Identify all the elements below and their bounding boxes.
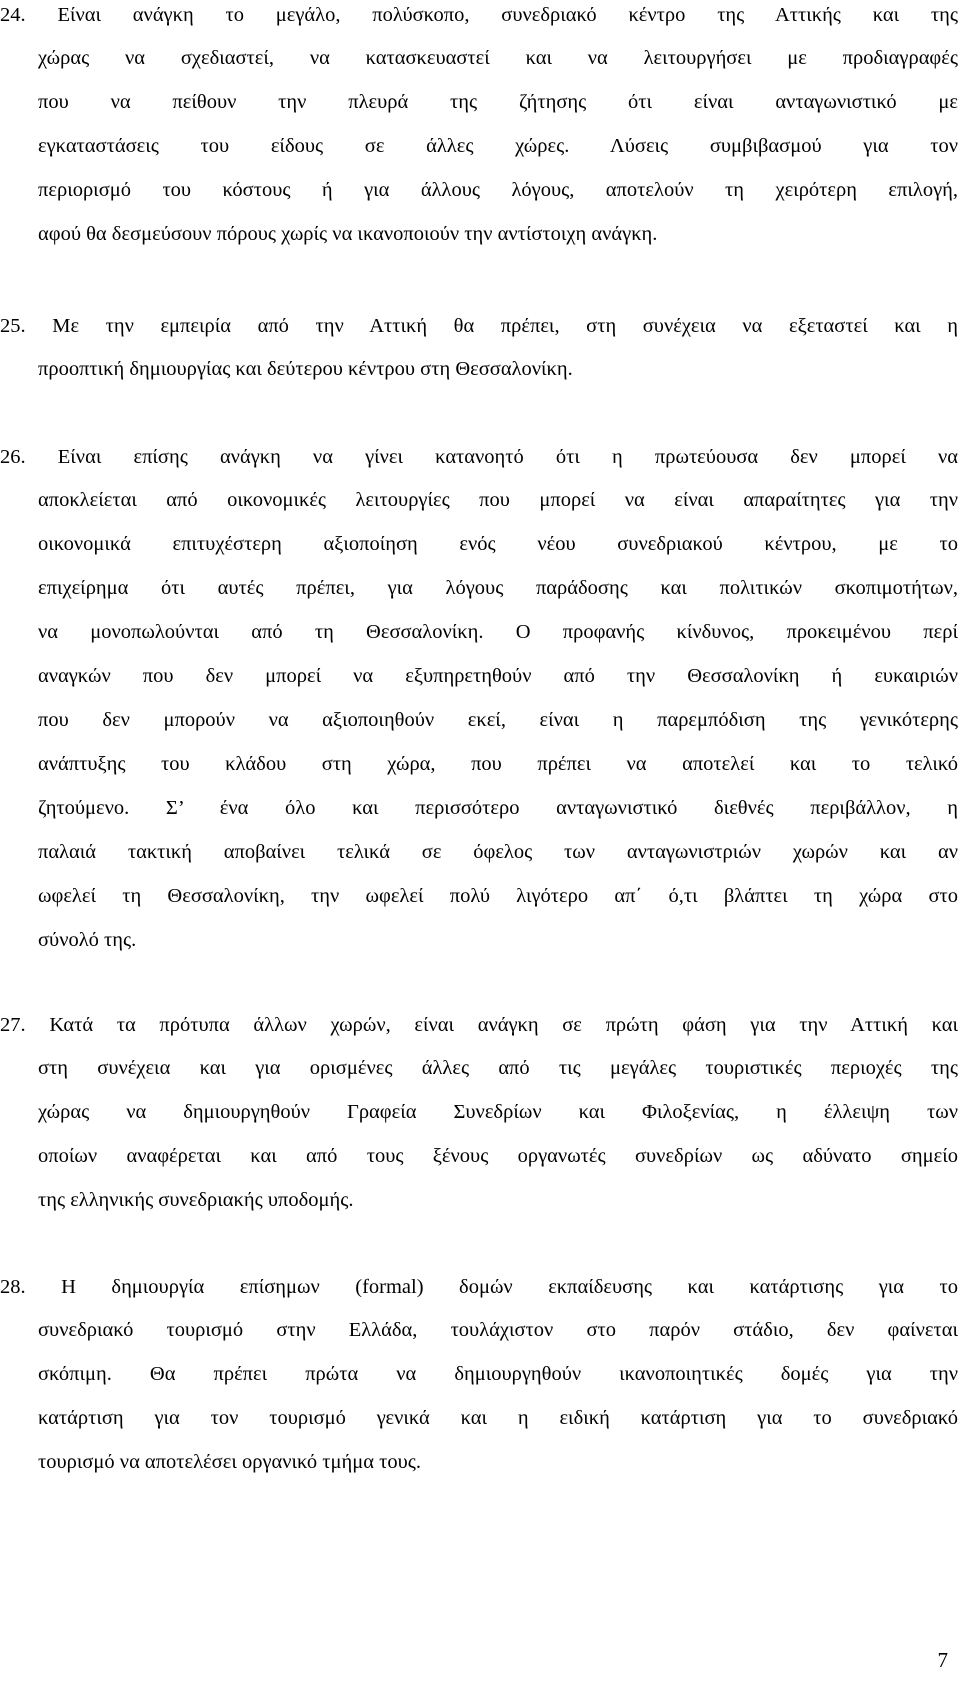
paragraph-line [0, 311, 958, 341]
paragraph-line: περιορισμό του κόστους ή για άλλους λόγους, αποτελούν τη χειρότερη επιλογή, [38, 179, 958, 201]
paragraph-line: αναγκών που δεν μπορεί να εξυπηρετηθούν από την Θεσσαλονίκη ή ευκαιριών [38, 665, 958, 687]
paragraph-line [0, 1010, 958, 1040]
paragraph-line: ανάπτυξης του κλάδου στη χώρα, που πρέπει να αποτελεί και το τελικό [38, 753, 958, 775]
paragraph-line: που να πείθουν την πλευρά της ζήτησης ότι είναι ανταγωνιστικό με [38, 91, 958, 113]
paragraph-line: κατάρτιση για τον τουρισμό γενικά και η ειδική κατάρτιση για το συνεδριακό [38, 1407, 958, 1429]
paragraph-line: οποίων αναφέρεται και από τους ξένους οργανωτές συνεδρίων ως αδύνατο σημείο [38, 1145, 958, 1167]
paragraph-number: 24. [0, 4, 26, 26]
paragraph-number: 28. [0, 1276, 26, 1298]
paragraph-line: της ελληνικής συνεδριακής υποδομής. [38, 1189, 354, 1211]
paragraph-line: συνεδριακό τουρισμό στην Ελλάδα, τουλάχιστον στο παρόν στάδιο, δεν φαίνεται [38, 1319, 958, 1341]
paragraph-line: να μονοπωλούνται από τη Θεσσαλονίκη. Ο προφανής κίνδυνος, προκειμένου περί [38, 621, 958, 643]
paragraph-line: σύνολό της. [38, 929, 137, 951]
paragraph-number: 27. [0, 1014, 26, 1036]
paragraph-line [0, 1272, 958, 1302]
paragraph-line: οικονομικά επιτυχέστερη αξιοποίηση ενός νέου συνεδριακού κέντρου, με το [38, 533, 958, 555]
paragraph-line: στη συνέχεια και για ορισμένες άλλες από τις μεγάλες τουριστικές περιοχές της [38, 1057, 958, 1079]
paragraph-line: εγκαταστάσεις του είδους σε άλλες χώρες. Λύσεις συμβιβασμού για τον [38, 135, 958, 157]
paragraph-text: Κατά τα πρότυπα άλλων χωρών, είναι ανάγκη σε πρώτη φάση για την Αττική και [49, 1014, 959, 1036]
paragraph-line: παλαιά τακτική αποβαίνει τελικά σε όφελος των ανταγωνιστριών χωρών και αν [38, 841, 958, 863]
paragraph-line: χώρας να δημιουργηθούν Γραφεία Συνεδρίων και Φιλοξενίας, η έλλειψη των [38, 1101, 958, 1123]
paragraph-number: 26. [0, 446, 26, 468]
paragraph-text: Με την εμπειρία από την Αττική θα πρέπει, στη συνέχεια να εξεταστεί και η [52, 315, 959, 337]
paragraph-line: σκόπιμη. Θα πρέπει πρώτα να δημιουργηθούν ικανοποιητικές δομές για την [38, 1363, 958, 1385]
paragraph-line [0, 442, 958, 472]
paragraph-line: τουρισμό να αποτελέσει οργανικό τμήμα τους. [38, 1451, 421, 1473]
paragraph-line: που δεν μπορούν να αξιοποιηθούν εκεί, είναι η παρεμπόδιση της γενικότερης [38, 709, 958, 731]
paragraph-text: Είναι ανάγκη το μεγάλο, πολύσκοπο, συνεδριακό κέντρο της Αττικής και της [57, 4, 958, 26]
paragraph-text: Η δημιουργία επίσημων (formal) δομών εκπαίδευσης και κατάρτισης για το [61, 1276, 958, 1298]
paragraph-line [0, 0, 958, 30]
paragraph-line: χώρας να σχεδιαστεί, να κατασκευαστεί και να λειτουργήσει με προδιαγραφές [38, 47, 958, 69]
paragraph-line: αποκλείεται από οικονομικές λειτουργίες που μπορεί να είναι απαραίτητες για την [38, 489, 958, 511]
paragraph-line: ζητούμενο. Σ’ ένα όλο και περισσότερο ανταγωνιστικό διεθνές περιβάλλον, η [38, 797, 958, 819]
page-number: 7 [937, 1648, 948, 1672]
paragraph-line: επιχείρημα ότι αυτές πρέπει, για λόγους παράδοσης και πολιτικών σκοπιμοτήτων, [38, 577, 958, 599]
paragraph-line: προοπτική δημιουργίας και δεύτερου κέντρου στη Θεσσαλονίκη. [38, 358, 573, 380]
paragraph-line: αφού θα δεσμεύσουν πόρους χωρίς να ικανοποιούν την αντίστοιχη ανάγκη. [38, 223, 658, 245]
paragraph-text: Είναι επίσης ανάγκη να γίνει κατανοητό ότι η πρωτεύουσα δεν μπορεί να [57, 446, 959, 468]
paragraph-line: ωφελεί τη Θεσσαλονίκη, την ωφελεί πολύ λιγότερο απ΄ ό,τι βλάπτει τη χώρα στο [38, 885, 958, 907]
paragraph-number: 25. [0, 315, 26, 337]
